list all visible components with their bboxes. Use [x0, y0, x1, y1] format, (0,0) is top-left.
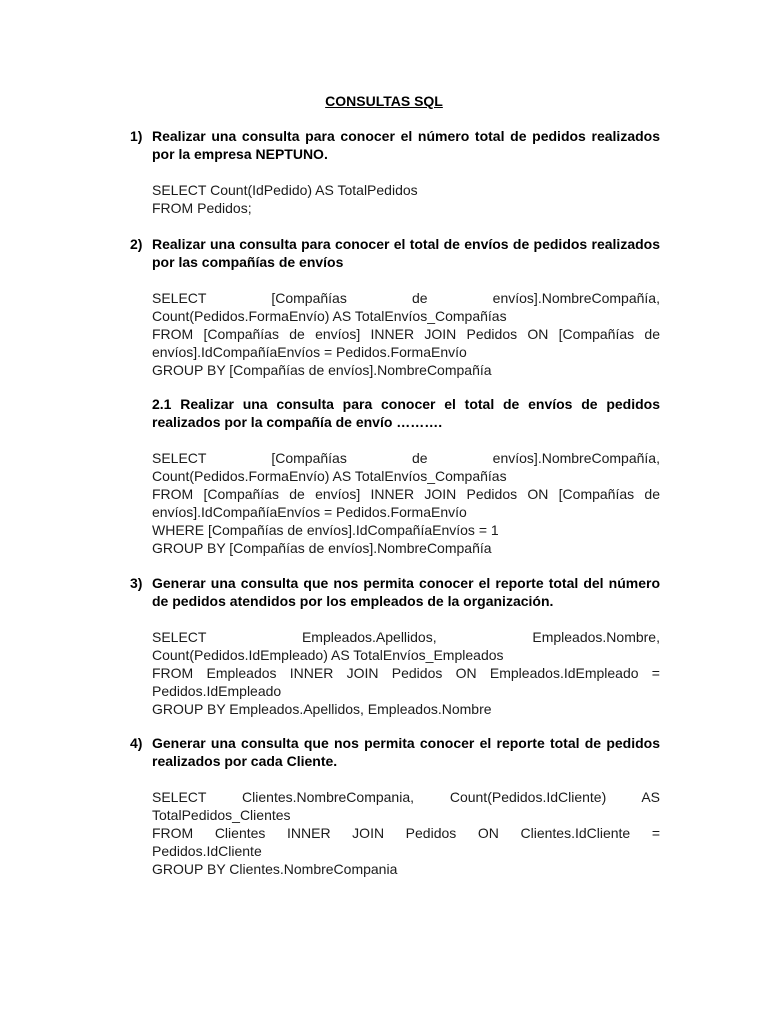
sql-line: Count(Pedidos.FormaEnvío) AS TotalEnvíos_Compañías	[152, 468, 507, 484]
item-heading: Generar una consulta que nos permita conocer el reporte total de pedidos realizados por cada Cliente.	[152, 735, 660, 769]
sql-line: FROM Pedidos;	[152, 200, 252, 216]
sql-line: Count(Pedidos.IdEmpleado) AS TotalEnvíos_Empleados	[152, 647, 504, 663]
item-heading: Realizar una consulta para conocer el total de envíos de pedidos realizados por las compañías de envíos	[152, 236, 660, 270]
sql-line: Count(Pedidos.FormaEnvío) AS TotalEnvíos_Compañías	[152, 308, 507, 324]
sql-line: SELECT Count(IdPedido) AS TotalPedidos	[152, 182, 418, 198]
item-heading: 2.1 Realizar una consulta para conocer el total de envíos de pedidos realizados por la compañía de envío ……….	[152, 396, 660, 430]
sql-code-block	[152, 181, 660, 217]
sql-code-block	[152, 289, 660, 379]
sql-code-block	[152, 628, 660, 718]
sql-line: envíos].IdCompañíaEnvíos = Pedidos.FormaEnvío	[152, 504, 467, 520]
query-item-1	[130, 127, 660, 217]
sql-line: envíos].IdCompañíaEnvíos = Pedidos.FormaEnvío	[152, 344, 467, 360]
sql-line: GROUP BY Empleados.Apellidos, Empleados.Nombre	[152, 701, 492, 717]
page-title: CONSULTAS SQL	[325, 93, 443, 109]
query-item-2-1	[130, 395, 660, 557]
sql-line: Pedidos.IdCliente	[152, 843, 262, 859]
item-number: 1)	[130, 128, 143, 144]
sql-code-block	[152, 788, 660, 878]
sql-line: FROM Clientes INNER JOIN Pedidos ON Clientes.IdCliente =	[152, 825, 660, 841]
item-number: 4)	[130, 735, 143, 751]
sql-line: WHERE [Compañías de envíos].IdCompañíaEnvíos = 1	[152, 522, 499, 538]
item-heading: Generar una consulta que nos permita conocer el reporte total del número de pedidos atendidos por los empleados de la organización.	[152, 575, 660, 609]
sql-line: FROM [Compañías de envíos] INNER JOIN Pedidos ON [Compañías de	[152, 486, 660, 502]
sql-line: GROUP BY [Compañías de envíos].NombreCompañía	[152, 540, 492, 556]
sql-line: GROUP BY [Compañías de envíos].NombreCompañía	[152, 362, 492, 378]
sql-line: SELECT [Compañías de envíos].NombreCompañía,	[152, 450, 660, 466]
query-item-3	[130, 574, 660, 718]
sql-line: SELECT Empleados.Apellidos, Empleados.Nombre,	[152, 629, 660, 645]
item-heading: Realizar una consulta para conocer el número total de pedidos realizados por la empresa NEPTUNO.	[152, 128, 660, 162]
sql-line: SELECT Clientes.NombreCompania, Count(Pedidos.IdCliente) AS	[152, 789, 660, 805]
sql-code-block	[152, 449, 660, 557]
sql-line: FROM Empleados INNER JOIN Pedidos ON Empleados.IdEmpleado =	[152, 665, 660, 681]
sql-line: FROM [Compañías de envíos] INNER JOIN Pedidos ON [Compañías de	[152, 326, 660, 342]
sql-line: Pedidos.IdEmpleado	[152, 683, 282, 699]
item-number: 3)	[130, 575, 143, 591]
query-item-4	[130, 734, 660, 878]
sql-line: TotalPedidos_Clientes	[152, 807, 291, 823]
query-item-2	[130, 235, 660, 379]
sql-line: GROUP BY Clientes.NombreCompania	[152, 861, 398, 877]
item-number: 2)	[130, 236, 143, 252]
sql-line: SELECT [Compañías de envíos].NombreCompañía,	[152, 290, 660, 306]
